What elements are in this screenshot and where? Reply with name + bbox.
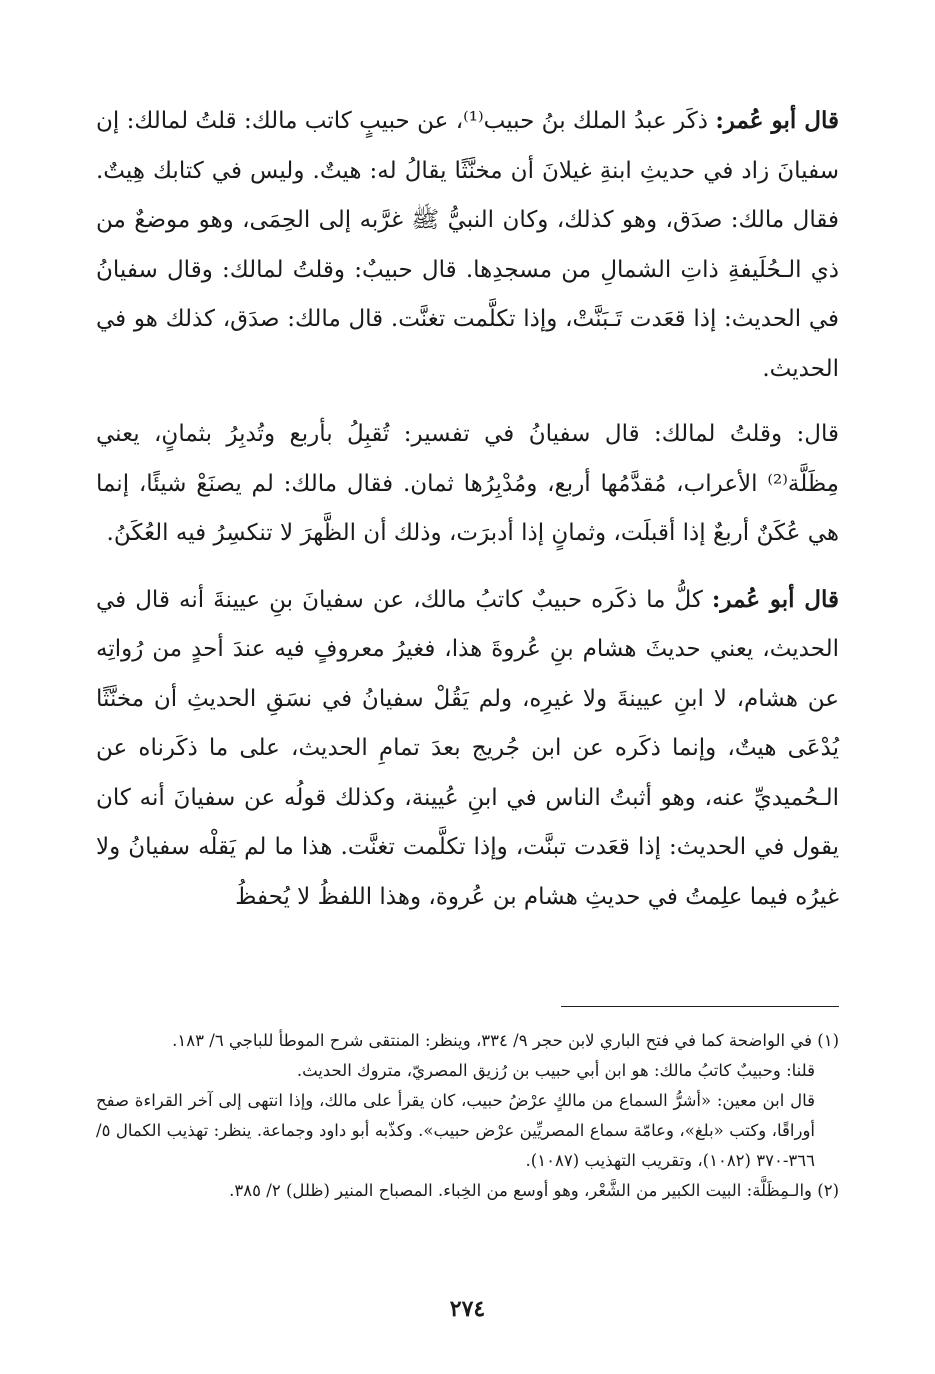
paragraph-1 — [96, 96, 839, 394]
paragraph-text: ذكَر عبدُ الملك بنُ حبيب⁽¹⁾، عن حبيبٍ كاتب مالك: قلتُ لمالك: إن سفيانَ زاد في حديثِ ابنةِ غيلانَ أن مخنَّثًا يقالُ له: هيتٌ. وليس في كتابك هِيتٌ. فقال مالك: صدَق، وهو كذلك، وكان النبيُّ ﷺ غرَّبه إلى الحِمَى، وهو موضعٌ من ذي الـحُلَيفةِ ذاتِ الشمالِ من مسجدِها. قال حبيبٌ: وقلتُ لمالك: وقال سفيانُ في الحديث: إذا قعَدت تَـبَنَّتْ، وإذا تكلَّمت تغنَّت. قال مالك: صدَق، كذلك هو في الحديث. — [96, 108, 839, 382]
page-body — [96, 96, 839, 922]
footnote-separator — [561, 1006, 839, 1007]
paragraph-3 — [96, 575, 839, 923]
footnote-1: (١) في الواضحة كما في فتح الباري لابن حجر ٩/ ٣٣٤، وينظر: المنتقى شرح الموطأ للباجي ٦/ ١٨٣. — [172, 1031, 839, 1050]
footnote-2: (٢) والـمِظَلَّة: البيت الكبير من الشَّعْر، وهو أوسع من الخِباء. المصباح المنير (ظلل) ٢/ ٣٨٥. — [229, 1181, 839, 1200]
main-text — [96, 96, 839, 922]
paragraph-text: قال: وقلتُ لمالك: قال سفيانُ في تفسير: تُقبِلُ بأربع وتُدبِرُ بثمانٍ، يعني مِظَلَّة⁽²⁾ الأعراب، مُقدَّمُها أربع، ومُدْبِرُها ثمان. فقال مالك: لم يصنَعْ شيئًا، إنما هي عُكَنٌ أربعٌ إذا أقبلَت، وثمانٍ إذا أدبرَت، وذلك أن الظَّهرَ لا تنكسِرُ فيه العُكَنُ. — [96, 421, 839, 546]
page-number: ٢٧٤ — [449, 1296, 486, 1322]
speaker-label: قال أبو عُمر: — [715, 107, 839, 134]
speaker-label: قال أبو عُمر: — [711, 585, 839, 613]
footnotes — [96, 1026, 839, 1206]
paragraph-2 — [96, 410, 839, 559]
footnote-1-quote: قال ابن معين: «أشرُّ السماع من مالكٍ عرْضُ حبيب، كان يقرأ على مالك، وإذا انتهى إلى آخر القراءة صفح أوراقًا، وكتب «بلغ»، وعامّة سماع المصريِّين عرْض حبيب». وكذّبه أبو داود وجماعة. ينظر: تهذيب الكمال ٥/ ٣٦٦-٣٧٠ (١٠٨٢)، وتقريب التهذيب (١٠٨٧). — [96, 1091, 815, 1170]
footnote-1-note: قلنا: وحبيبٌ كاتبُ مالك: هو ابن أبي حبيب بن رُزيق المصريّ، متروك الحديث. — [296, 1061, 815, 1080]
paragraph-text: كلُّ ما ذكَره حبيبٌ كاتبُ مالك، عن سفيانَ بنِ عيينةَ أنه قال في الحديث، يعني حديثَ هشام بنِ عُروةَ هذا، فغيرُ معروفٍ فيه عندَ أحدٍ من رُواتِه عن هشام، لا ابنِ عيينةَ ولا غيرِه، ولم يَقُلْ سفيانُ في نسَقِ الحديثِ أن مخنَّثًا يُدْعَى هيتٌ، وإنما ذكَره عن ابن جُريج بعدَ تمامِ الحديث، على ما ذكَرناه عن الـحُميديِّ عنه، وهو أثبتُ الناس في ابنِ عُيينة، وكذلك قولُه عن سفيانَ أنه كان يقول في الحديث: إذا قعَدت تبنَّت، وإذا تكلَّمت تغنَّت. هذا ما لم يَقلْه سفيانُ ولا غيرُه فيما علِمتُ في حديثِ هشام بن عُروة، وهذا اللفظُ لا يُحفظُ — [96, 586, 839, 910]
